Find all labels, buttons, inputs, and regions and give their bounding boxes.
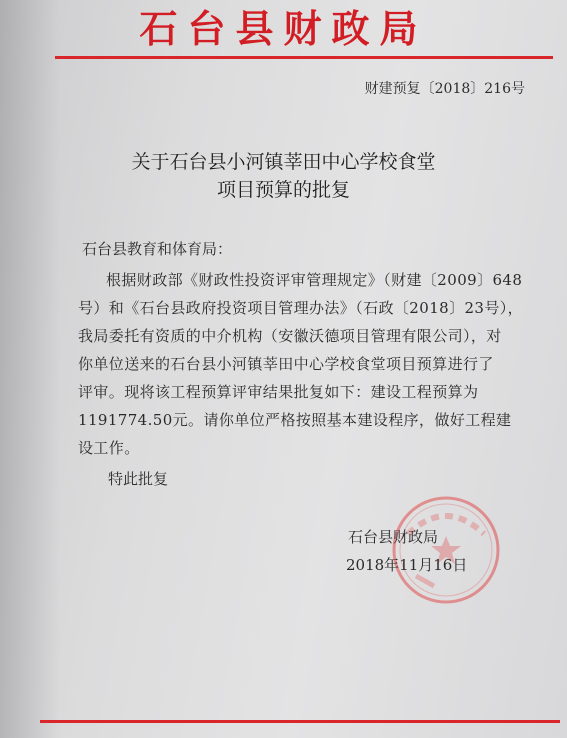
- official-seal-icon: [386, 490, 506, 610]
- title-line-2: 项目预算的批复: [216, 179, 350, 201]
- body-line: 设工作。: [78, 439, 140, 457]
- addressee: 石台县教育和体育局：: [82, 240, 233, 258]
- body-line: 评审。现将该工程预算评审结果批复如下：建设工程预算为: [78, 383, 479, 401]
- body-line: 1191774.50元。请你单位严格按照基本建设程序，做好工程建: [78, 411, 512, 429]
- document-title: [0, 148, 567, 204]
- body-line: 我局委托有资质的中介机构（安徽沃德项目管理有限公司），对: [78, 327, 502, 345]
- signature-org: 石台县财政局: [348, 528, 439, 546]
- header-red-rule: [55, 56, 553, 59]
- signature-date: 2018年11月16日: [346, 556, 468, 574]
- body-text: [78, 266, 548, 462]
- body-line: 根据财政部《财政性投资评审管理规定》（财建〔2009〕648: [106, 271, 523, 289]
- body-line: 号）和《石台县政府投资项目管理办法》（石政〔2018〕23号），: [78, 299, 524, 317]
- body-line: 你单位送来的石台县小河镇莘田中心学校食堂项目预算进行了: [78, 355, 494, 373]
- header-org-name: 石台县财政局: [139, 7, 428, 51]
- document-number: 财建预复〔2018〕216号: [364, 81, 525, 97]
- paper-shadow: [0, 0, 60, 738]
- closing-text: 特此批复: [108, 470, 169, 488]
- footer-red-rule: [40, 720, 560, 723]
- title-line-1: 关于石台县小河镇莘田中心学校食堂: [131, 151, 436, 173]
